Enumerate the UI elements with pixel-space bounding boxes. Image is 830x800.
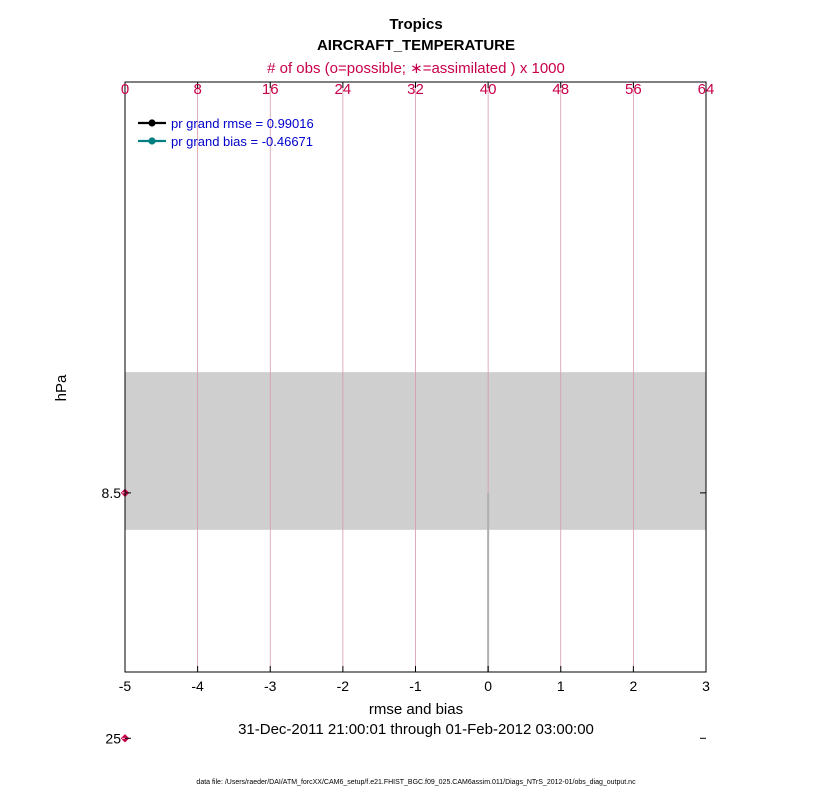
legend <box>138 116 314 149</box>
x-tick-label: -5 <box>118 678 132 694</box>
top-tick-label: 48 <box>552 81 570 98</box>
x-tick-label: 3 <box>702 678 710 694</box>
x-tick-label: -1 <box>409 678 422 694</box>
chart-subtitle: AIRCRAFT_TEMPERATURE <box>316 37 516 54</box>
top-tick-label: 8 <box>193 81 202 98</box>
y-tick-label: 8.5 <box>101 484 121 501</box>
top-tick-label: 56 <box>625 81 642 98</box>
x-tick-label: -3 <box>264 678 277 694</box>
x-axis-label: rmse and bias <box>368 701 464 718</box>
x-tick-label: 0 <box>484 678 493 694</box>
legend-marker <box>148 119 155 126</box>
top-tick-label: 0 <box>120 81 130 98</box>
y-tick-label: 25 <box>105 730 121 747</box>
top-tick-label: 32 <box>407 81 424 98</box>
top-tick-label: 24 <box>334 81 352 98</box>
top-tick-label: 40 <box>479 81 497 98</box>
x-tick-label: -4 <box>191 678 204 694</box>
legend-label: pr grand rmse = 0.99016 <box>171 116 314 131</box>
date-range-label: 31-Dec-2011 21:00:01 through 01-Feb-2012 03:00:00 <box>238 721 594 738</box>
chart-title: Tropics <box>389 16 443 33</box>
x-tick-label: 1 <box>556 678 565 694</box>
top-tick-label: 16 <box>261 81 279 98</box>
top-axis-label: # of obs (o=possible; ∗=assimilated ) x 1000 <box>267 60 565 77</box>
top-tick-label: 64 <box>697 81 715 98</box>
footer-data-file: data file: /Users/raeder/DAI/ATM_forcXX/CAM6_setup/f.e21.FHIST_BGC.f09_025.CAM6assim.011/Diags_NTrS_2012-01/obs_diag_output.nc <box>196 779 636 786</box>
x-tick-label: 2 <box>629 678 638 694</box>
legend-marker <box>148 137 155 144</box>
legend-label: pr grand bias = -0.46671 <box>171 134 314 149</box>
y-axis-label: hPa <box>53 374 70 402</box>
x-tick-label: -2 <box>336 678 350 694</box>
